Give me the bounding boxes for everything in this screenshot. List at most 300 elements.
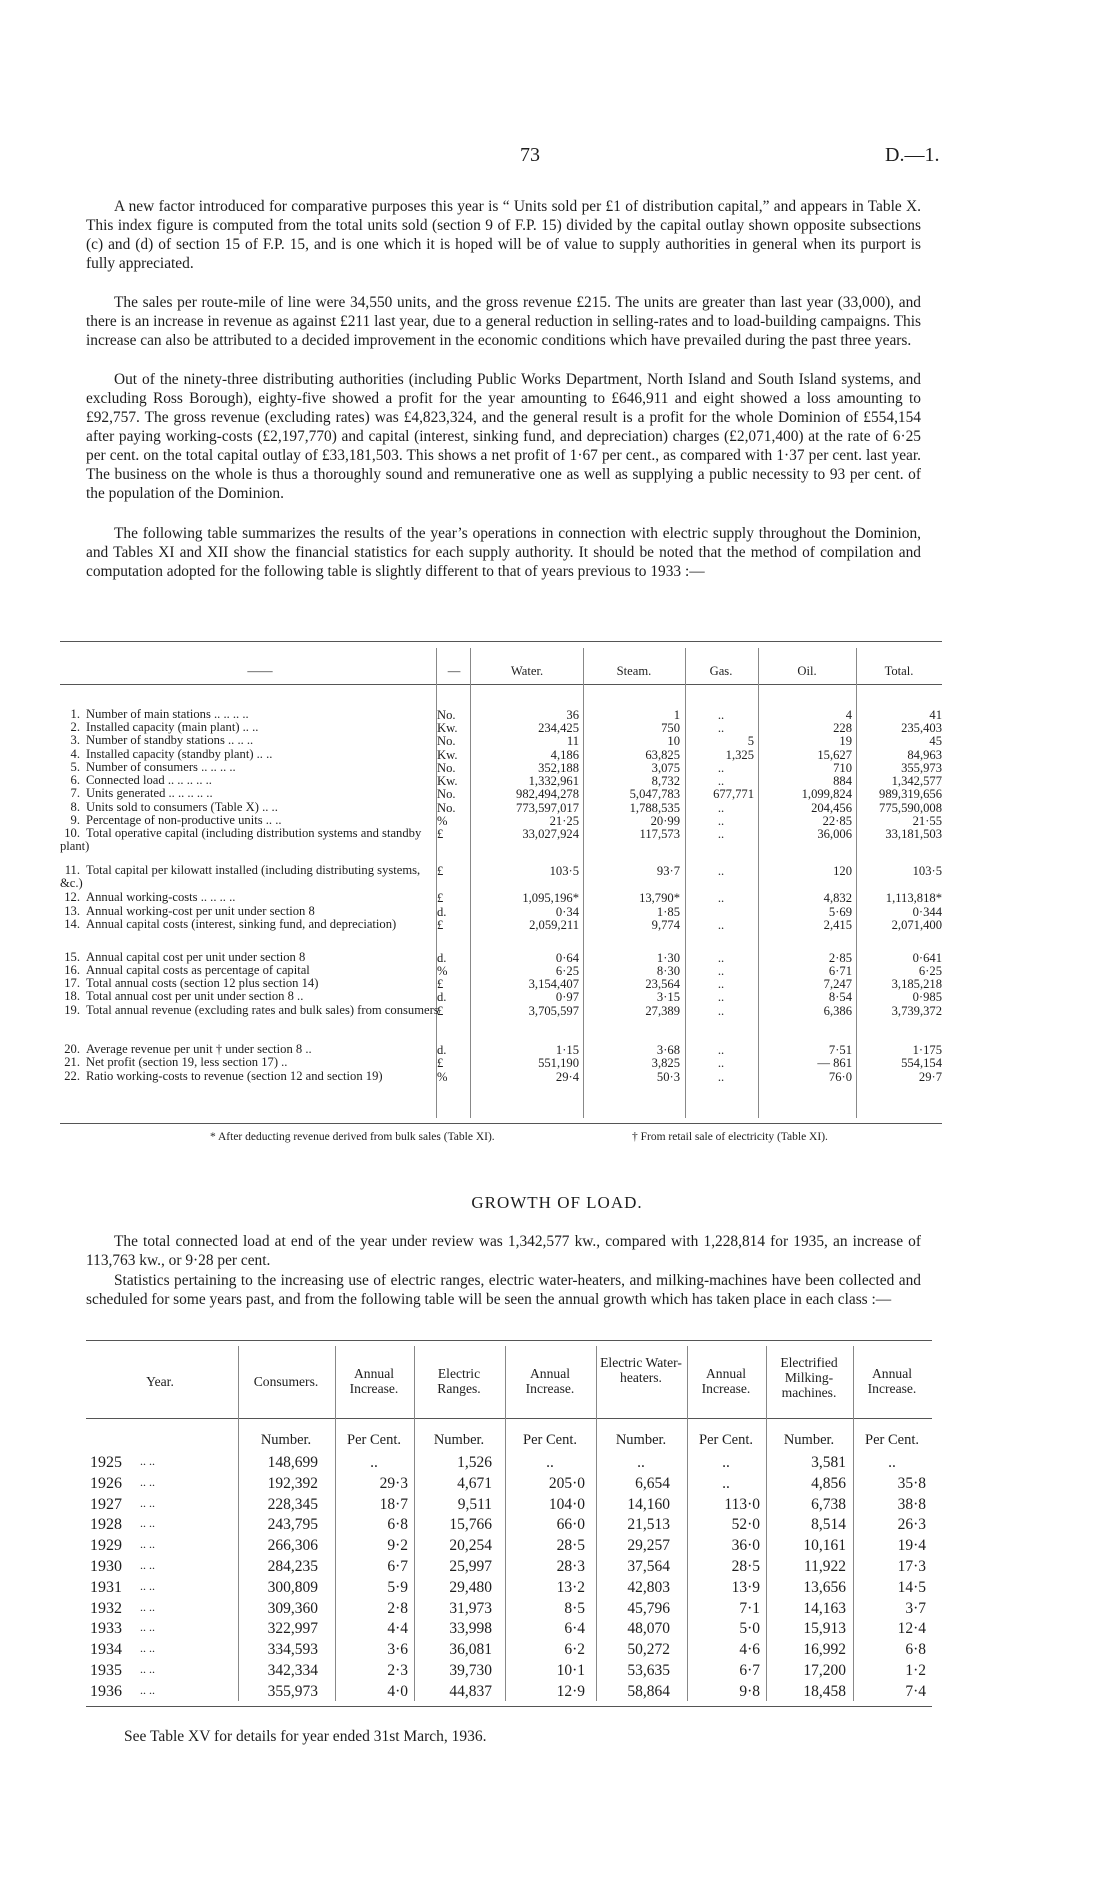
table-cell: 3,154,407 <box>528 977 579 991</box>
table-cell: .. <box>717 977 725 991</box>
row-text: Annual working-cost per unit under section 8 <box>86 904 315 918</box>
row-label <box>60 1056 445 1069</box>
growth-cell: 31,973 <box>449 1600 492 1617</box>
column-header-water: Water. <box>510 664 544 678</box>
table-cell: 15,627 <box>817 748 852 762</box>
growth-table-bottom-rule <box>86 1706 932 1707</box>
growth-cell: .. <box>722 1454 730 1471</box>
growth-cell: 58,864 <box>627 1683 670 1700</box>
column-header-total: Total. <box>884 664 914 678</box>
growth-cell: 284,235 <box>267 1558 318 1575</box>
growth-cell: 8·5 <box>564 1600 585 1617</box>
growth-row-year: 1934 <box>90 1641 122 1658</box>
growth-cell: 9·8 <box>739 1683 760 1700</box>
row-number: 19. <box>64 1003 80 1017</box>
table-cell: 6·25 <box>918 964 942 978</box>
table-corner-header: —— <box>247 664 273 678</box>
growth-cell: 14,160 <box>627 1496 670 1513</box>
row-text: Units sold to consumers (Table X) .. .. <box>86 800 278 814</box>
paragraph-3: Out of the ninety-three distributing authorities (including Public Works Department, North Island and South Island systems, and excluding Ross Borough), eighty-five showed a profit for the year amounting to £646,911 and eight showed a loss amounting to £92,757. The gross revenue (excluding rates) was £4,823,324, and the general result is a profit for the whole Dominion of £554,154 after paying working-costs (£2,197,770) and capital (interest, sinking fund, and depreciation) charges (£2,071,400) at the rate of 6·25 per cent. on the total capital outlay of £33,181,503. This shows a net profit of 1·67 per cent., as compared with 1·37 per cent. last year. The business on the whole is thus a thoroughly sound and remunerative one as well as supplying a public necessity to 93 per cent. of the population of the Dominion. <box>86 371 921 502</box>
growth-row-dots: .. .. <box>140 1496 155 1510</box>
table-cell: 3,185,218 <box>891 977 942 991</box>
growth-cell: 8,514 <box>811 1516 846 1533</box>
growth-cell: 13·2 <box>556 1579 585 1596</box>
table-cell: 103·5 <box>912 864 942 878</box>
growth-cell: 13,656 <box>803 1579 846 1596</box>
table-cell: 117,573 <box>639 827 680 841</box>
growth-cell: 9,511 <box>457 1496 492 1513</box>
table-cell: 1,342,577 <box>891 774 942 788</box>
growth-column-header: Electric Ranges. <box>437 1366 481 1396</box>
table-cell: 5,047,783 <box>629 787 680 801</box>
table-cell: 6,386 <box>823 1004 852 1018</box>
growth-cell: 6·4 <box>564 1620 585 1637</box>
table-cell: 3·15 <box>656 990 680 1004</box>
row-unit: No. <box>437 801 456 815</box>
row-label <box>60 864 445 890</box>
table-cell: 7·51 <box>828 1043 852 1057</box>
table-cell: 773,597,017 <box>516 801 579 815</box>
table-cell: 0·97 <box>555 990 579 1004</box>
row-label <box>60 1004 445 1017</box>
column-header-gas: Gas. <box>709 664 733 678</box>
row-text: Connected load .. .. .. .. .. <box>86 773 212 787</box>
paragraph-4: The following table summarizes the results of the year’s operations in connection with electric supply throughout the Dominion, and Tables XI and XII show the financial statistics for each supply authority. It should be noted that the method of compilation and computation adopted for the following table is slightly different to that of years previous to 1933 :— <box>86 525 921 580</box>
footnote-retail-sale: † From retail sale of electricity (Table XI). <box>632 1131 828 1143</box>
growth-cell: 25,997 <box>449 1558 492 1575</box>
growth-cell: 10·1 <box>556 1662 585 1679</box>
growth-cell: 29,257 <box>627 1537 670 1554</box>
table-bottom-rule <box>60 1123 942 1124</box>
growth-cell: 4·4 <box>387 1620 408 1637</box>
row-number: 7. <box>70 786 80 800</box>
row-text: Annual working-costs .. .. .. .. <box>86 890 236 904</box>
growth-column-header: Electric Water-heaters. <box>600 1355 682 1385</box>
column-header-steam: Steam. <box>616 664 652 678</box>
table-cell: 3·68 <box>656 1043 680 1057</box>
row-number: 17. <box>64 976 80 990</box>
table-cell: 775,590,008 <box>879 801 942 815</box>
growth-cell: 39,730 <box>449 1662 492 1679</box>
growth-cell: 12·4 <box>897 1620 926 1637</box>
growth-cell: 66·0 <box>556 1516 585 1533</box>
growth-cell: 104·0 <box>548 1496 585 1513</box>
row-number: 8. <box>70 800 80 814</box>
growth-table-top-rule <box>86 1340 932 1341</box>
growth-column-header: Electrified Milking-machines. <box>780 1355 838 1400</box>
growth-cell: 26·3 <box>897 1516 926 1533</box>
growth-cell: 3·7 <box>905 1600 926 1617</box>
growth-row-dots: .. .. <box>140 1454 155 1468</box>
growth-cell: 37,564 <box>627 1558 670 1575</box>
growth-cell: 300,809 <box>267 1579 318 1596</box>
table-cell: 2,071,400 <box>891 918 942 932</box>
page-number: 73 <box>520 144 540 166</box>
growth-cell: 4,671 <box>457 1475 492 1492</box>
growth-cell: 6·7 <box>739 1662 760 1679</box>
row-text: Number of standby stations .. .. .. <box>86 733 254 747</box>
growth-cell: 11,922 <box>803 1558 846 1575</box>
row-label <box>60 990 445 1003</box>
row-unit: % <box>437 814 448 828</box>
table-cell: 23,564 <box>645 977 680 991</box>
growth-cell: 45,796 <box>627 1600 670 1617</box>
paragraph-2: The sales per route-mile of line were 34,550 units, and the gross revenue £215. The units are greater than last year (33,000), and there is an increase in revenue as against £211 last year, due to a general reduction in selling-rates and to load-building campaigns. This increase can also be attributed to a decided improvement in the economic conditions which have prevailed during the past three years. <box>86 294 921 349</box>
row-number: 16. <box>64 963 80 977</box>
row-unit: Kw. <box>437 721 458 735</box>
row-text: Annual capital cost per unit under section 8 <box>86 950 306 964</box>
growth-cell: 20,254 <box>449 1537 492 1554</box>
row-number: 13. <box>64 904 80 918</box>
table-cell: .. <box>717 761 725 775</box>
growth-unit-header: Number. <box>433 1432 485 1448</box>
table-cell: 4 <box>845 708 852 722</box>
closing-note: See Table XV for details for year ended 31st March, 1936. <box>124 1728 487 1745</box>
growth-cell: 228,345 <box>267 1496 318 1513</box>
growth-cell: 334,593 <box>267 1641 318 1658</box>
table-cell: 11 <box>566 734 579 748</box>
row-number: 12. <box>64 890 80 904</box>
row-number: 21. <box>64 1055 80 1069</box>
growth-cell: 38·8 <box>897 1496 926 1513</box>
row-text: Percentage of non-productive units .. .. <box>86 813 282 827</box>
growth-row-year: 1927 <box>90 1496 122 1513</box>
growth-cell: 355,973 <box>267 1683 318 1700</box>
table-cell: 352,188 <box>538 761 579 775</box>
table-cell: 120 <box>833 864 852 878</box>
row-text: Number of main stations .. .. .. .. <box>86 707 249 721</box>
document-code: D.—1. <box>885 144 940 166</box>
row-label <box>60 827 445 853</box>
growth-row-dots: .. .. <box>140 1620 155 1634</box>
row-unit: Kw. <box>437 748 458 762</box>
row-text: Net profit (section 19, less section 17) .. <box>86 1055 288 1069</box>
table-cell: .. <box>717 774 725 788</box>
table-cell: 19 <box>839 734 852 748</box>
growth-row-year: 1929 <box>90 1537 122 1554</box>
growth-row-year: 1933 <box>90 1620 122 1637</box>
growth-cell: 21,513 <box>627 1516 670 1533</box>
growth-cell: 322,997 <box>267 1620 318 1637</box>
row-text: Total annual costs (section 12 plus section 14) <box>86 976 319 990</box>
growth-column-header: Consumers. <box>253 1374 319 1389</box>
row-unit: % <box>437 1070 448 1084</box>
table-cell: 3,825 <box>651 1056 680 1070</box>
growth-row-year: 1932 <box>90 1600 122 1617</box>
table-cell: 29·7 <box>918 1070 942 1084</box>
row-unit: £ <box>437 864 444 878</box>
table-cell: 45 <box>929 734 942 748</box>
table-cell: .. <box>717 951 725 965</box>
growth-cell: 35·8 <box>897 1475 926 1492</box>
growth-cell: 6,738 <box>811 1496 846 1513</box>
row-number: 3. <box>70 733 80 747</box>
section-heading: GROWTH OF LOAD. <box>471 1193 643 1212</box>
growth-cell: 14·5 <box>897 1579 926 1596</box>
growth-cell: 28·5 <box>556 1537 585 1554</box>
growth-cell: 48,070 <box>627 1620 670 1637</box>
table-cell: 982,494,278 <box>516 787 579 801</box>
growth-cell: 14,163 <box>803 1600 846 1617</box>
row-label <box>60 918 445 931</box>
growth-cell: 243,795 <box>267 1516 318 1533</box>
row-unit: No. <box>437 734 456 748</box>
growth-unit-header: Per Cent. <box>699 1432 753 1448</box>
table-cell: 50·3 <box>656 1070 680 1084</box>
table-cell: .. <box>717 708 725 722</box>
growth-row-year: 1931 <box>90 1579 122 1596</box>
growth-row-dots: .. .. <box>140 1600 155 1614</box>
growth-cell: 2·8 <box>387 1600 408 1617</box>
table-cell: 6·25 <box>555 964 579 978</box>
growth-cell: 52·0 <box>731 1516 760 1533</box>
growth-row-year: 1935 <box>90 1662 122 1679</box>
row-unit: £ <box>437 977 444 991</box>
growth-cell: 6·2 <box>564 1641 585 1658</box>
growth-cell: 2·3 <box>387 1662 408 1679</box>
row-label <box>60 891 445 904</box>
growth-row-year: 1926 <box>90 1475 122 1492</box>
table-header-rule <box>60 684 942 685</box>
table-cell: 710 <box>833 761 852 775</box>
growth-cell: 7·1 <box>739 1600 760 1617</box>
growth-unit-header: Number. <box>260 1432 312 1448</box>
table-cell: 1·175 <box>912 1043 942 1057</box>
table-cell: .. <box>717 1070 725 1084</box>
growth-column-header: Annual Increase. <box>525 1366 575 1396</box>
row-number: 22. <box>64 1069 80 1083</box>
row-label <box>60 734 445 747</box>
table-cell: 0·64 <box>555 951 579 965</box>
row-number: 5. <box>70 760 80 774</box>
table-cell: 1,099,824 <box>801 787 852 801</box>
table-cell: 750 <box>661 721 680 735</box>
table-cell: 7,247 <box>823 977 852 991</box>
table-cell: 27,389 <box>645 1004 680 1018</box>
table-cell: 103·5 <box>549 864 579 878</box>
growth-paragraph-1: The total connected load at end of the year under review was 1,342,577 kw., compared with 1,228,814 for 1935, an increase of 113,763 kw., or 9·28 per cent. <box>86 1233 921 1269</box>
growth-cell: 29·3 <box>379 1475 408 1492</box>
table-cell: .. <box>717 990 725 1004</box>
table-cell: 235,403 <box>901 721 942 735</box>
table-cell: 234,425 <box>538 721 579 735</box>
table-cell: .. <box>717 827 725 841</box>
growth-cell: .. <box>546 1454 554 1471</box>
table-cell: .. <box>717 864 725 878</box>
table-cell: 1·30 <box>656 951 680 965</box>
table-cell: .. <box>717 814 725 828</box>
table-cell: 677,771 <box>713 787 754 801</box>
growth-cell: 6·7 <box>387 1558 408 1575</box>
growth-cell: 19·4 <box>897 1537 926 1554</box>
table-cell: 1·85 <box>656 905 680 919</box>
table-cell: .. <box>717 1056 725 1070</box>
growth-cell: 342,334 <box>267 1662 318 1679</box>
row-number: 14. <box>64 917 80 931</box>
growth-column-header: Annual Increase. <box>701 1366 751 1396</box>
growth-unit-header: Number. <box>783 1432 835 1448</box>
growth-row-dots: .. .. <box>140 1475 155 1489</box>
table-cell: 2,059,211 <box>529 918 579 932</box>
table-cell: 20·99 <box>650 814 680 828</box>
table-cell: 5·69 <box>828 905 852 919</box>
growth-cell: 42,803 <box>627 1579 670 1596</box>
table-cell: 41 <box>929 708 942 722</box>
row-unit: % <box>437 964 448 978</box>
row-unit: £ <box>437 891 444 905</box>
table-cell: 8·54 <box>828 990 852 1004</box>
row-text: Total annual cost per unit under section 8 .. <box>86 989 304 1003</box>
growth-cell: 15,913 <box>803 1620 846 1637</box>
growth-cell: 18,458 <box>803 1683 846 1700</box>
table-cell: 3,075 <box>651 761 680 775</box>
table-cell: .. <box>717 801 725 815</box>
growth-cell: 4,856 <box>811 1475 846 1492</box>
table-cell: 93·7 <box>656 864 680 878</box>
row-unit: £ <box>437 1004 444 1018</box>
growth-unit-header: Per Cent. <box>865 1432 919 1448</box>
table-cell: 13,790* <box>639 891 680 905</box>
row-text: Total annual revenue (excluding rates and bulk sales) from consumers <box>86 1003 439 1017</box>
table-cell: 1·15 <box>555 1043 579 1057</box>
table-cell: 0·641 <box>912 951 942 965</box>
growth-cell: 15,766 <box>449 1516 492 1533</box>
row-text: Total operative capital (including distribution systems and standby plant) <box>60 826 422 853</box>
row-number: 18. <box>64 989 80 1003</box>
row-text: Installed capacity (main plant) .. .. <box>86 720 259 734</box>
growth-row-dots: .. .. <box>140 1516 155 1530</box>
table-cell: 8,732 <box>651 774 680 788</box>
table-cell: 0·985 <box>912 990 942 1004</box>
table-cell: 33,181,503 <box>885 827 942 841</box>
growth-cell: 12·9 <box>556 1683 585 1700</box>
table-cell: 1 <box>673 708 680 722</box>
row-text: Installed capacity (standby plant) .. .. <box>86 747 273 761</box>
growth-column-header: Annual Increase. <box>349 1366 399 1396</box>
growth-cell: 4·0 <box>387 1683 408 1700</box>
row-number: 11. <box>64 863 80 877</box>
table-cell: 3,739,372 <box>891 1004 942 1018</box>
row-number: 20. <box>64 1042 80 1056</box>
row-unit: d. <box>437 1043 447 1057</box>
growth-cell: 266,306 <box>267 1537 318 1554</box>
row-unit: No. <box>437 708 456 722</box>
growth-cell: 205·0 <box>548 1475 585 1492</box>
growth-cell: 309,360 <box>267 1600 318 1617</box>
growth-cell: 36·0 <box>731 1537 760 1554</box>
growth-cell: 10,161 <box>803 1537 846 1554</box>
table-cell: 1,113,818* <box>885 891 942 905</box>
growth-cell: 29,480 <box>449 1579 492 1596</box>
row-unit: d. <box>437 990 447 1004</box>
growth-cell: 1·2 <box>905 1662 926 1679</box>
table-cell: .. <box>717 964 725 978</box>
table-cell: 8·30 <box>656 964 680 978</box>
growth-cell: 18·7 <box>379 1496 408 1513</box>
table-cell: 554,154 <box>901 1056 942 1070</box>
row-text: Number of consumers .. .. .. .. <box>86 760 236 774</box>
row-unit: £ <box>437 1056 444 1070</box>
row-unit: No. <box>437 761 456 775</box>
growth-cell: .. <box>370 1454 378 1471</box>
growth-cell: 6·8 <box>387 1516 408 1533</box>
growth-row-year: 1936 <box>90 1683 122 1700</box>
growth-cell: 192,392 <box>267 1475 318 1492</box>
row-label <box>60 1070 445 1083</box>
table-cell: 989,319,656 <box>879 787 942 801</box>
row-number: 1. <box>70 707 80 721</box>
table-cell: .. <box>717 1004 725 1018</box>
table-cell: .. <box>717 1043 725 1057</box>
table-cell: 0·34 <box>555 905 579 919</box>
row-number: 9. <box>70 813 80 827</box>
footnote-bulk-sales: * After deducting revenue derived from bulk sales (Table XI). <box>210 1131 495 1143</box>
table-cell: 551,190 <box>538 1056 579 1070</box>
growth-cell: 1,526 <box>457 1454 492 1471</box>
table-cell: 84,963 <box>907 748 942 762</box>
growth-row-dots: .. .. <box>140 1641 155 1655</box>
table-cell: 884 <box>833 774 852 788</box>
table-cell: 1,332,961 <box>528 774 579 788</box>
growth-cell: 9·2 <box>387 1537 408 1554</box>
row-text: Annual capital costs as percentage of capital <box>86 963 310 977</box>
table-cell: 2·85 <box>828 951 852 965</box>
column-header-oil: Oil. <box>797 664 817 678</box>
growth-row-dots: .. .. <box>140 1579 155 1593</box>
growth-unit-header: Per Cent. <box>347 1432 401 1448</box>
growth-unit-header: Number. <box>615 1432 667 1448</box>
row-unit: £ <box>437 918 444 932</box>
table-cell: 63,825 <box>645 748 680 762</box>
column-divider <box>685 648 686 1118</box>
growth-column-header: Annual Increase. <box>867 1366 917 1396</box>
growth-cell: 113·0 <box>724 1496 760 1513</box>
row-label <box>60 787 445 800</box>
table-cell: 228 <box>833 721 852 735</box>
row-unit: No. <box>437 787 456 801</box>
table-cell: 36 <box>566 708 579 722</box>
unit-column-header: — <box>447 664 461 678</box>
growth-table-header-rule <box>86 1418 932 1419</box>
table-cell: 21·55 <box>912 814 942 828</box>
growth-row-dots: .. .. <box>140 1537 155 1551</box>
growth-cell: 36,081 <box>449 1641 492 1658</box>
growth-cell: 6,654 <box>635 1475 670 1492</box>
table-cell: .. <box>717 721 725 735</box>
growth-cell: 4·6 <box>739 1641 760 1658</box>
growth-cell: 53,635 <box>627 1662 670 1679</box>
paragraph-1: A new factor introduced for comparative purposes this year is “ Units sold per £1 of distribution capital,” and appears in Table X. This index figure is computed from the total units sold (section 9 of F.P. 15) divided by the capital outlay shown opposite subsections (c) and (d) of section 15 of F.P. 15, and is one which it is hoped will be of value to supply authorities in general when its purport is fully appreciated. <box>86 198 921 272</box>
row-number: 10. <box>64 826 80 840</box>
row-text: Annual capital costs (interest, sinking fund, and depreciation) <box>86 917 397 931</box>
growth-column-header: Year. <box>146 1374 174 1389</box>
growth-row-dots: .. .. <box>140 1662 155 1676</box>
row-text: Ratio working-costs to revenue (section 12 and section 19) <box>86 1069 383 1083</box>
growth-cell: .. <box>722 1475 730 1492</box>
growth-row-dots: .. .. <box>140 1683 155 1697</box>
growth-row-dots: .. .. <box>140 1558 155 1572</box>
table-cell: 4,186 <box>550 748 579 762</box>
table-cell: 29·4 <box>555 1070 579 1084</box>
growth-cell: 17·3 <box>897 1558 926 1575</box>
row-text: Units generated .. .. .. .. .. <box>86 786 213 800</box>
growth-cell: 5·0 <box>739 1620 760 1637</box>
growth-cell: 16,992 <box>803 1641 846 1658</box>
growth-cell: 3·6 <box>387 1641 408 1658</box>
row-number: 4. <box>70 747 80 761</box>
table-cell: 3,705,597 <box>528 1004 579 1018</box>
table-cell: 1,788,535 <box>629 801 680 815</box>
